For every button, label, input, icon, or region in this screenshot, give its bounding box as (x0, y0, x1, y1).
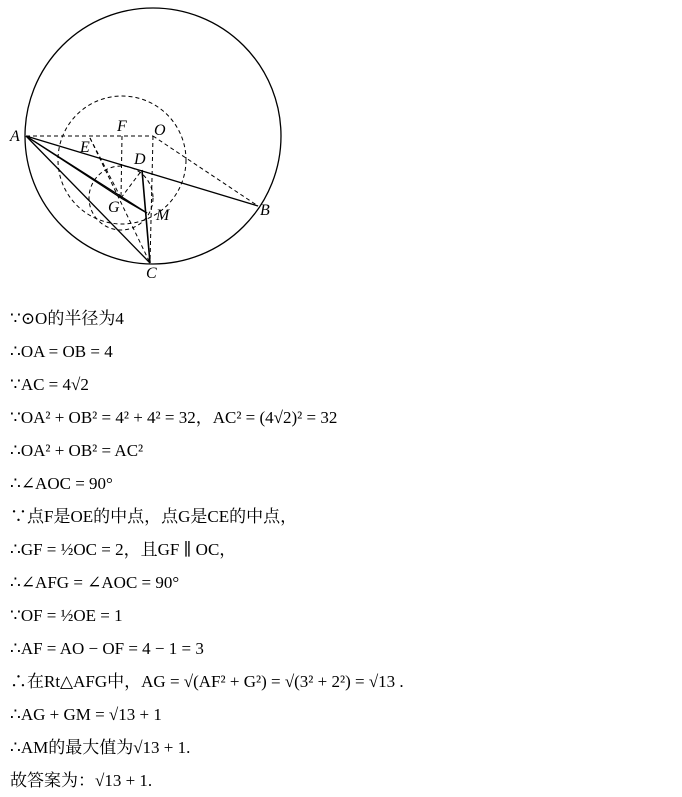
solution-line-10: ∵OF = ½OE = 1 (10, 606, 123, 625)
segment-gd (121, 170, 142, 198)
solution-line-3: ∵AC = 4√2 (10, 375, 89, 394)
solution-line-8: ∴GF = ½OC = 2，且GF ∥ OC， (10, 540, 237, 559)
label-m: M (156, 207, 170, 224)
solution-line-2: ∴OA = OB = 4 (10, 342, 113, 361)
label-o: O (154, 122, 166, 139)
segment-eg (90, 138, 121, 198)
solution-text (10, 302, 670, 797)
label-g: G (108, 199, 120, 216)
label-e: E (80, 139, 90, 156)
solution-line-12: ∴在Rt△AFG中，AG = √(AF² + G²) = √(3² + 2²) = √13 . (10, 672, 404, 691)
solution-line-7: ∵点F是OE的中点，点G是CE的中点， (10, 507, 298, 526)
geometry-figure (0, 0, 300, 290)
solution-line-6: ∴∠AOC = 90° (10, 474, 113, 493)
solution-line-5: ∴OA² + OB² = AC² (10, 441, 144, 460)
solution-line-15: 故答案为：√13 + 1. (10, 771, 153, 790)
label-c: C (146, 265, 157, 282)
segment-ob (153, 136, 258, 206)
solution-line-13: ∴AG + GM = √13 + 1 (10, 705, 162, 724)
solution-line-1: ∵⊙O的半径为4 (10, 309, 124, 328)
solution-line-14: ∴AM的最大值为√13 + 1. (10, 738, 191, 757)
segment-fg (121, 136, 122, 198)
label-d: D (134, 151, 146, 168)
solution-line-11: ∴AF = AO − OF = 4 − 1 = 3 (10, 639, 204, 658)
solution-line-9: ∴∠AFG = ∠AOC = 90° (10, 573, 180, 592)
label-a: A (10, 128, 20, 145)
label-f: F (117, 118, 127, 135)
label-b: B (260, 202, 270, 219)
segment-dc (142, 170, 150, 263)
solution-line-4: ∵OA² + OB² = 4² + 4² = 32，AC² = (4√2)² = 32 (10, 408, 338, 427)
